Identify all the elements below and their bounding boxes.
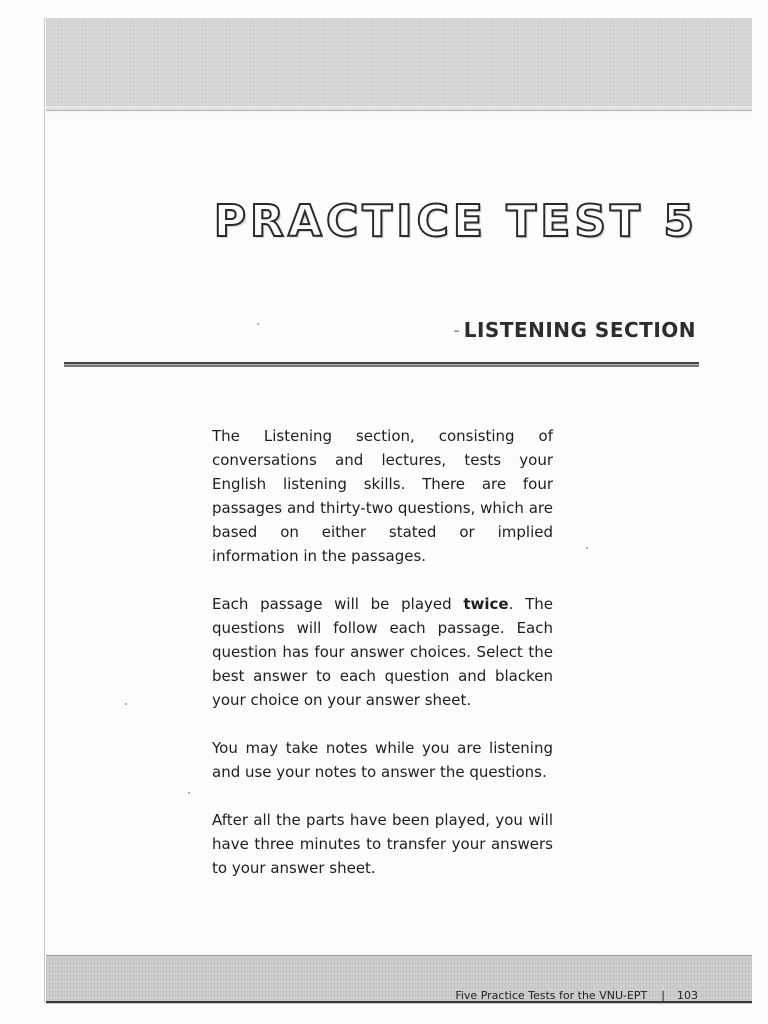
- page-left-edge: [44, 18, 45, 1003]
- paragraph-2-start: Each passage will be played: [212, 595, 464, 613]
- section-heading-dash: -: [453, 318, 461, 342]
- instructions-paragraph-4: After all the parts have been played, you will have three minutes to transfer your answers to your answer sheet.: [212, 811, 553, 877]
- emphasis-twice: twice: [463, 595, 509, 613]
- header-band: [46, 18, 752, 111]
- page-number: 103: [677, 989, 698, 1002]
- scan-speck: [125, 703, 127, 705]
- instructions-paragraph-1: The Listening section, consisting of conversations and lectures, tests your English listening skills. There are four passages and thirty-two questions, which are based on either stated or implied information in the passages.: [212, 427, 553, 565]
- scan-speck: [188, 792, 190, 794]
- footer-book-title: Five Practice Tests for the VNU-EPT: [455, 989, 648, 1002]
- paragraph-2-end: . The questions will follow each passage. Each question has four answer choices. Select the best answer to each question and blacken your choice on your answer sheet.: [212, 595, 554, 709]
- scan-speck: [586, 547, 588, 549]
- section-heading-label: LISTENING SECTION: [463, 318, 696, 342]
- instructions-text: [212, 424, 553, 904]
- heading-rule: [64, 362, 699, 367]
- page-title: PRACTICE TEST 5: [213, 196, 698, 247]
- section-heading: [453, 318, 696, 342]
- instructions-paragraph-2: [212, 592, 553, 712]
- footer-separator: |: [661, 989, 665, 1002]
- footer: [455, 989, 698, 1002]
- instructions-paragraph-3: You may take notes while you are listening and use your notes to answer the questions.: [212, 739, 553, 781]
- scan-speck: [257, 323, 259, 325]
- header-band-shadow: [46, 106, 752, 114]
